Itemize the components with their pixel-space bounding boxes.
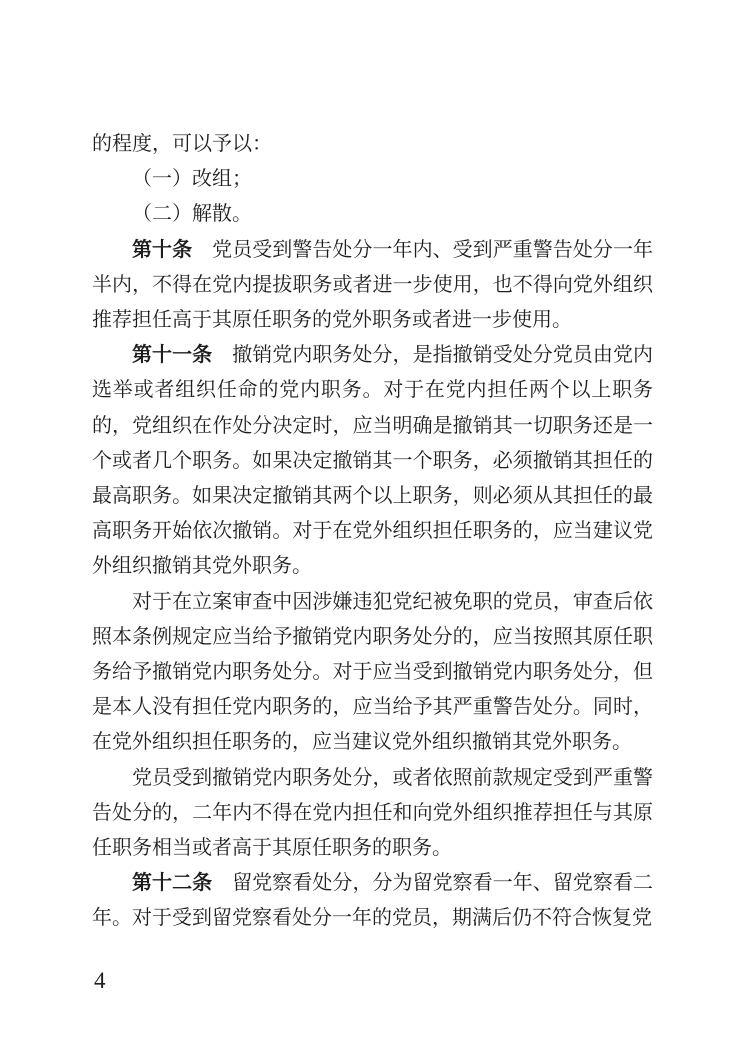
paragraph — [92, 162, 653, 197]
paragraph — [92, 761, 653, 867]
text-line — [92, 585, 653, 620]
text-segment: 的，党组织在作处分决定时，应当明确是撤销其一切职务还是一 — [92, 414, 653, 437]
text-line — [92, 549, 653, 584]
text-segment: 在党外组织担任职务的，应当建议党外组织撤销其党外职务。 — [92, 731, 632, 754]
text-segment: 党员受到警告处分一年内、受到严重警告处分一年 — [192, 238, 654, 261]
article-number: 第十条 — [132, 238, 193, 261]
text-line — [92, 725, 653, 760]
text-segment: 高职务开始依次撤销。对于在党外组织担任职务的，应当建议党 — [92, 520, 653, 543]
text-line — [92, 901, 653, 936]
paragraph — [92, 585, 653, 761]
text-line — [92, 655, 653, 690]
text-line — [92, 690, 653, 725]
text-segment: 照本条例规定应当给予撤销党内职务处分的，应当按照其原任职 — [92, 625, 653, 648]
text-segment: （一）改组； — [132, 168, 252, 191]
text-line — [92, 127, 653, 162]
text-segment: 年。对于受到留党察看处分一年的党员，期满后仍不符合恢复党 — [92, 907, 652, 930]
text-segment: 撤销党内职务处分，是指撤销受处分党员由党内 — [212, 344, 654, 367]
text-line — [92, 866, 653, 901]
paragraph — [92, 233, 653, 339]
text-segment: 个或者几个职务。如果决定撤销其一个职务，必须撤销其担任的 — [92, 449, 653, 472]
text-segment: 半内，不得在党内提拔职务或者进一步使用，也不得向党外组织 — [92, 273, 653, 296]
text-segment: 的程度，可以予以： — [92, 133, 272, 155]
paragraph — [92, 197, 653, 232]
text-segment: 外组织撤销其党外职务。 — [92, 555, 312, 578]
text-segment: 对于在立案审查中因涉嫌违犯党纪被免职的党员，审查后依 — [132, 590, 653, 613]
text-segment: 留党察看处分，分为留党察看一年、留党察看二 — [212, 872, 654, 895]
text-line — [92, 479, 653, 514]
text-segment: 党员受到撤销党内职务处分，或者依照前款规定受到严重警 — [132, 766, 653, 789]
text-line — [92, 338, 653, 373]
text-segment: 告处分的，二年内不得在党内担任和向党外组织推荐担任与其原 — [92, 801, 653, 824]
text-line — [92, 373, 653, 408]
text-segment: 务给予撤销党内职务处分。对于应当受到撤销党内职务处分，但 — [92, 661, 653, 684]
text-line — [92, 796, 653, 831]
article-number: 第十二条 — [132, 872, 213, 895]
page-number: 4 — [94, 968, 106, 993]
text-segment: 选举或者组织任命的党内职务。对于在党内担任两个以上职务 — [92, 379, 653, 402]
text-segment: 推荐担任高于其原任职务的党外职务或者进一步使用。 — [92, 309, 572, 332]
paragraph — [92, 127, 653, 162]
document-text — [92, 127, 653, 937]
text-line — [92, 197, 653, 232]
text-line — [92, 514, 653, 549]
text-line — [92, 162, 653, 197]
text-segment: 最高职务。如果决定撤销其两个以上职务，则必须从其担任的最 — [92, 485, 653, 508]
paragraph — [92, 338, 653, 584]
paragraph — [92, 866, 653, 936]
text-line — [92, 303, 653, 338]
text-line — [92, 268, 653, 303]
text-line — [92, 761, 653, 796]
text-segment: 是本人没有担任党内职务的，应当给予其严重警告处分。同时， — [92, 696, 653, 719]
text-line — [92, 620, 653, 655]
text-line — [92, 831, 653, 866]
text-line — [92, 409, 653, 444]
text-line — [92, 444, 653, 479]
text-line — [92, 233, 653, 268]
text-segment: （二）解散。 — [132, 203, 252, 226]
article-number: 第十一条 — [132, 344, 213, 367]
text-segment: 任职务相当或者高于其原任职务的职务。 — [92, 837, 452, 860]
